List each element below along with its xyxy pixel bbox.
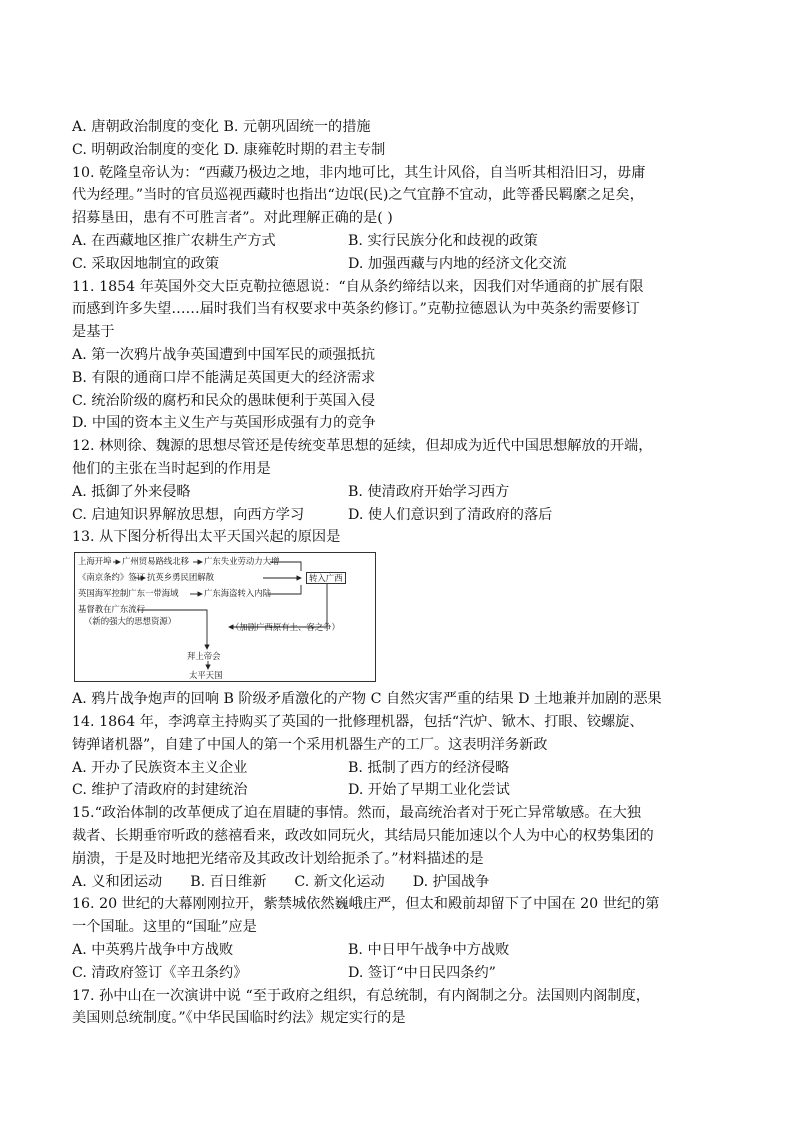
q10-stem-line-3: 招募垦田，患有不可胜言者”。对此理解正确的是( )	[72, 210, 393, 227]
q15-option-b: B. 百日维新	[190, 873, 267, 890]
q10-option-b: B. 实行民族分化和歧视的政策	[348, 232, 538, 249]
q12-options-row-1	[72, 481, 724, 504]
diagram-node-nanjing-treaty: 《南京条约》签订	[78, 572, 145, 583]
q12-options-row-2	[72, 504, 724, 527]
q11-stem-line-1: 11. 1854 年英国外交大臣克勒拉德恩说：“自从条约缔结以来，因我们对华通商的扩展有限	[72, 278, 644, 295]
q15-stem-line-2: 裁者、长期垂帘听政的慈禧看来，政改如同玩火，其结局只能加速以个人为中心的权势集团的	[72, 827, 654, 844]
q10-options-row-2	[72, 253, 724, 276]
q17-stem-line-1: 17. 孙中山在一次演讲中说 “至于政府之组织，有总统制，有内阁制之分。法国则内阁制度，	[72, 987, 650, 1004]
q12-stem-line-1: 12. 林则徐、魏源的思想尽管还是传统变革思想的延续，但却成为近代中国思想解放的开端，	[72, 438, 653, 455]
q15-options	[72, 871, 724, 894]
q15-stem-line-1: 15.“政治体制的改革便成了迫在眉睫的事情。然而，最高统治者对于死亡异常敏感。在大独	[72, 805, 641, 822]
diagram-node-navy: 英国海军控制广东一带海域	[78, 588, 179, 599]
q14-option-a: A. 开办了民族资本主义企业	[72, 759, 248, 776]
q12-stem-line-2: 他们的主张在当时起到的作用是	[72, 460, 271, 477]
q11-option-c: C. 统治阶级的腐朽和民众的愚昧便利于英国入侵	[72, 392, 376, 409]
q10-stem-line-2: 代为经理。”当时的官员巡视西藏时也指出“边氓(民)之气宜静不宜动，此等番民羁縻之足矣，	[72, 187, 644, 204]
q16-option-c: C. 清政府签订《辛丑条约》	[72, 964, 248, 981]
diagram-node-tuke-conflict: （加剧广西原有土、客之争）	[231, 622, 340, 633]
q13-stem: 13. 从下图分析得出太平天国兴起的原因是	[72, 529, 341, 546]
q14-options-row-2	[72, 779, 724, 802]
q13-options: A. 鸦片战争炮声的回响 B 阶级矛盾激化的产物 C 自然灾害严重的结果 D 土地兼并加剧的恶果	[72, 691, 662, 708]
q10-stem-line-1: 10. 乾隆皇帝认为：“西藏乃极边之地，非内地可比，其生计风俗，自当听其相沿旧习，毋庸	[72, 164, 646, 181]
q16-option-d: D. 签订“中日民四条约”	[348, 964, 496, 981]
q12-option-a: A. 抵御了外来侵略	[72, 483, 191, 500]
diagram-node-christianity: 基督教在广东流行	[78, 604, 145, 615]
q17-stem-line-2: 美国则总统制度。”《中华民国临时约法》规定实行的是	[72, 1010, 406, 1027]
q16-options-row-1	[72, 939, 724, 962]
q11-stem-line-3: 是基于	[72, 324, 115, 341]
q11-option-d: D. 中国的资本主义生产与英国形成强有力的竞争	[72, 415, 376, 432]
q10-option-a: A. 在西藏地区推广农耕生产方式	[72, 232, 276, 249]
q14-option-b: B. 抵制了西方的经济侵略	[348, 759, 510, 776]
q11-option-b: B. 有限的通商口岸不能满足英国更大的经济需求	[72, 369, 376, 386]
diagram-node-shanghai: 上海开埠	[78, 556, 112, 567]
exam-page	[72, 116, 724, 1030]
q11-stem-line-2: 而感到许多失望……届时我们当有权要求中英条约修订。”克勒拉德恩认为中英条约需要修订	[72, 301, 640, 318]
q16-stem-line-1: 16. 20 世纪的大幕刚刚拉开，紫禁城依然巍峨庄严，但太和殿前却留下了中国在 20 世纪的第	[72, 896, 660, 913]
q15-stem-line-3: 崩溃，于是及时地把光绪帝及其政改计划给扼杀了。”材料描述的是	[72, 850, 484, 867]
q12-option-d: D. 使人们意识到了清政府的落后	[348, 506, 553, 523]
diagram-node-guangzhou-trade: 广州贸易路线北移	[122, 556, 189, 567]
q10-option-d: D. 加强西藏与内地的经济文化交流	[348, 255, 567, 272]
q14-options-row-1	[72, 757, 724, 780]
q10-options-row-1	[72, 230, 724, 253]
q10-option-c: C. 采取因地制宜的政策	[72, 255, 220, 272]
q15-option-a: A. 义和团运动	[72, 873, 163, 890]
q9-option-cd: C. 明朝政治制度的变化 D. 康雍乾时期的君主专制	[72, 141, 386, 158]
diagram-node-unemployment: 广东失业劳动力大增	[204, 556, 280, 567]
q11-option-a: A. 第一次鸦片战争英国遭到中国军民的顽强抵抗	[72, 346, 376, 363]
q16-options-row-2	[72, 962, 724, 985]
diagram-node-god-worship: 拜上帝会	[187, 651, 221, 662]
q12-option-c: C. 启迪知识界解放思想，向西方学习	[72, 506, 305, 523]
q9-option-ab: A. 唐朝政治制度的变化 B. 元朝巩固统一的措施	[72, 119, 371, 135]
q12-option-b: B. 使清政府开始学习西方	[348, 483, 510, 500]
q14-stem-line-2: 铸弹诸机器”，自建了中国人的第一个采用机器生产的工厂。这表明洋务新政	[72, 736, 548, 753]
q14-option-c: C. 维护了清政府的封建统治	[72, 782, 248, 799]
q15-option-d: D. 护国战争	[412, 873, 490, 890]
q16-stem-line-2: 一个国耻。这里的“国耻”应是	[72, 919, 257, 936]
q15-option-c: C. 新文化运动	[294, 873, 385, 890]
diagram-node-ideology: （新的强大的思想资源）	[84, 616, 177, 627]
diagram-node-militia: 抗英乡勇民团解散	[147, 572, 214, 583]
q14-option-d: D. 开始了早期工业化尝试	[348, 782, 510, 799]
diagram-node-taiping: 太平天国	[189, 670, 223, 681]
q16-option-a: A. 中英鸦片战争中方战败	[72, 941, 234, 958]
diagram-node-guangxi: 转入广西	[306, 572, 346, 584]
q16-option-b: B. 中日甲午战争中方战败	[348, 941, 510, 958]
q14-stem-line-1: 14. 1864 年，李鸿章主持购买了英国的一批修理机器，包括“汽炉、锨木、打眼、铰螺旋、	[72, 713, 644, 730]
diagram-node-pirates: 广东海盗转入内陆	[204, 588, 271, 599]
taiping-cause-diagram	[74, 552, 376, 682]
